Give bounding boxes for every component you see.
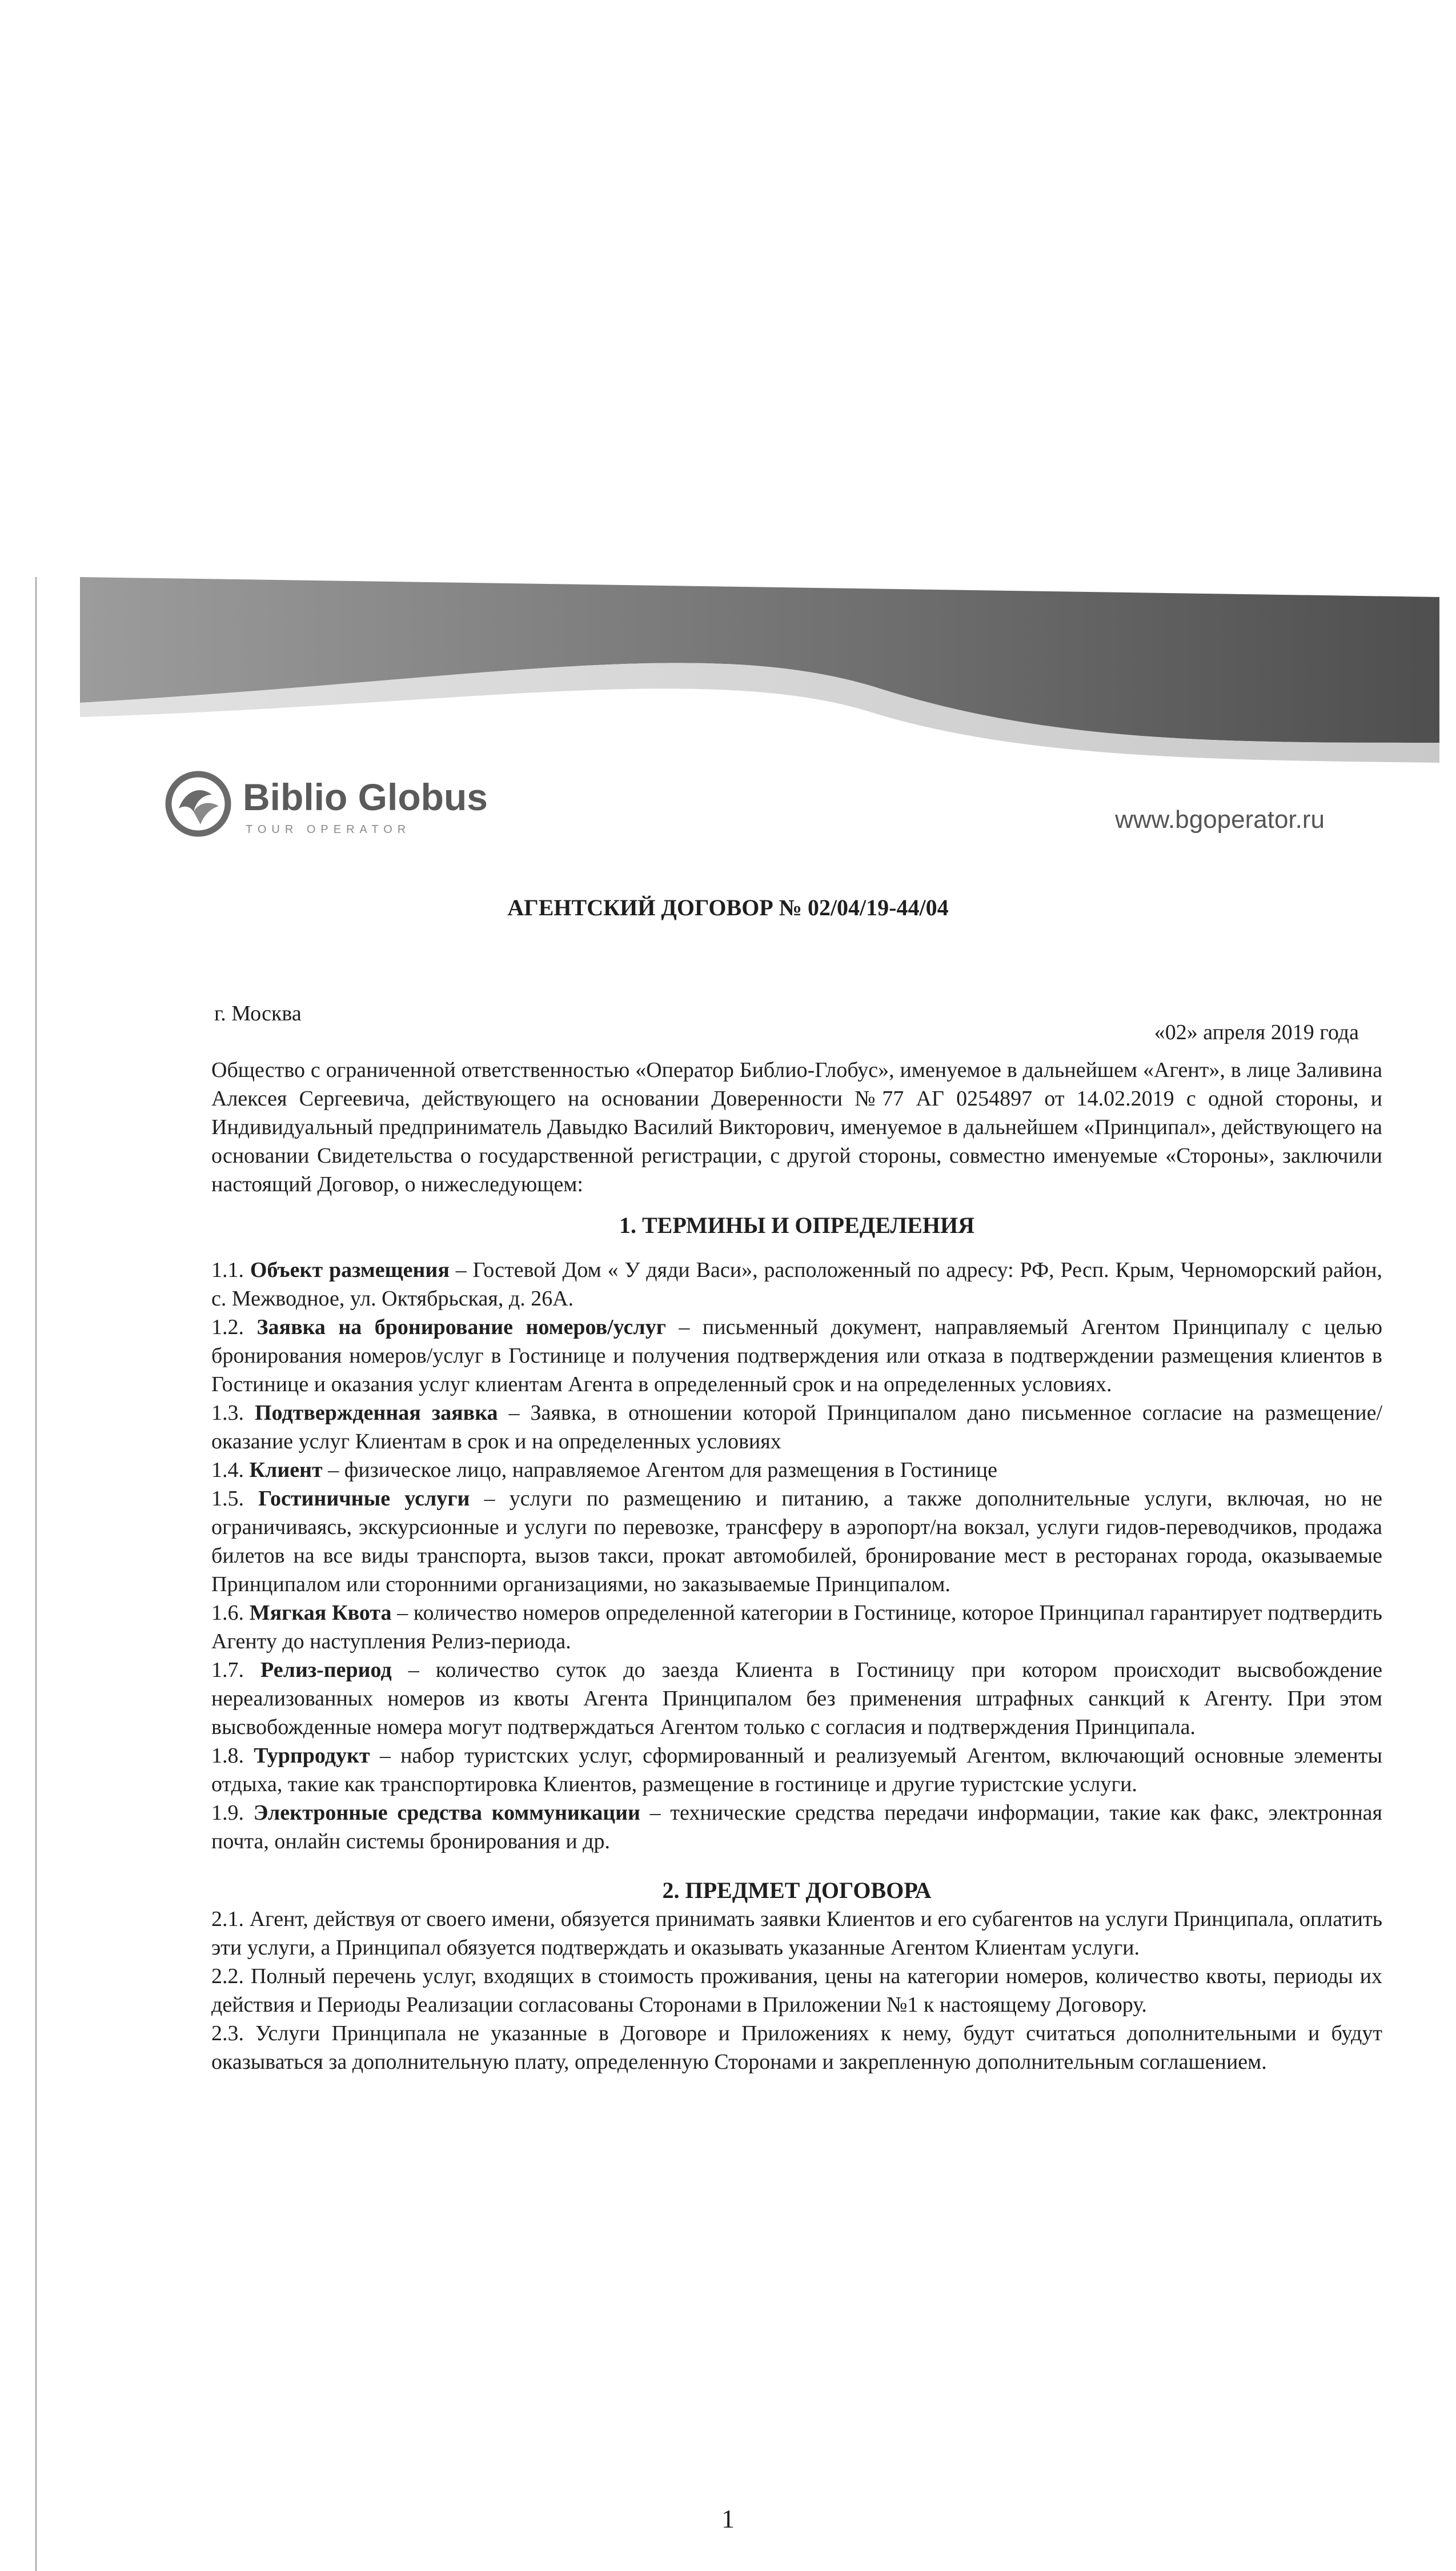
company-website: www.bgoperator.ru [1115, 806, 1325, 834]
clause-1-4: 1.4. Клиент – физическое лицо, направляемое Агентом для размещения в Гостинице [211, 1458, 997, 1482]
logo-name: Biblio Globus [243, 776, 488, 818]
logo-subtitle: TOUR OPERATOR [246, 823, 411, 836]
contract-date: «02» апреля 2019 года [1154, 1020, 1359, 1044]
clause-2-1: 2.1. Агент, действуя от своего имени, обязуется принимать заявки Клиентов и его субагентов на услуги Принципала, оплатить эти услуги, а Принципал обязуется подтверждать и оказывать указанные Агентом Клиентам услуги. [211, 1907, 1382, 1960]
clause-1-2: 1.2. Заявка на бронирование номеров/услуг – письменный документ, направляемый Агентом Принципалу с целью бронирования номеров/услуг в Гостинице и получения подтверждения или отказа в подтверждении размещения клиентов в Гостинице и оказания услуг клиентам Агента в определенный срок и на определенных условиях. [211, 1315, 1383, 1396]
document-title: АГЕНТСКИЙ ДОГОВОР № 02/04/19-44/04 [507, 895, 949, 920]
clause-2-3: 2.3. Услуги Принципала не указанные в Договоре и Приложениях к нему, будут считаться дополнительными и будут оказываться за дополнительную плату, определенную Сторонами и закрепленную дополнительным соглашением. [211, 2021, 1382, 2074]
scan-page-edge [35, 577, 37, 2571]
clause-1-8: 1.8. Турпродукт – набор туристских услуг, сформированный и реализуемый Агентом, включающий основные элементы отдыха, такие как транспортировка Клиентов, размещение в гостинице и другие туристские услуги. [211, 1744, 1383, 1796]
header-wave-banner [80, 571, 1439, 777]
globe-logo-icon [163, 768, 234, 840]
page-number: 1 [721, 2504, 735, 2533]
clause-1-1: 1.1. Объект размещения – Гостевой Дом « У дяди Васи», расположенный по адресу: РФ, Респ. Крым, Черноморский район, с. Межводное, ул. Октябрьская, д. 26А. [211, 1258, 1383, 1311]
clause-1-5: 1.5. Гостиничные услуги – услуги по размещению и питанию, а также дополнительные услуги, включая, но не ограничиваясь, экскурсионные и услуги по перевозке, трансферу в аэропорт/на вокзал, услуги гидов-переводчиков, продажа билетов на все виды транспорта, вызов такси, прокат автомобилей, бронирование мест в ресторанах города, оказываемые Принципалом или сторонними организациями, но заказываемые Принципалом. [211, 1487, 1383, 1596]
contract-city: г. Москва [214, 1002, 302, 1026]
clause-1-6: 1.6. Мягкая Квота – количество номеров определенной категории в Гостинице, которое Принципал гарантирует подтвердить Агенту до наступления Релиз-периода. [211, 1601, 1383, 1653]
clause-2-2: 2.2. Полный перечень услуг, входящих в стоимость проживания, цены на категории номеров, количество квоты, периоды их действия и Периоды Реализации согласованы Сторонами в Приложении №1 к настоящему Договору. [211, 1964, 1382, 2017]
clause-1-7: 1.7. Релиз-период – количество суток до заезда Клиента в Гостиницу при котором происходит высвобождение нереализованных номеров из квоты Агента Принципалом без применения штрафных санкций к Агенту. При этом высвобожденные номера могут подтверждаться Агентом только с согласия и подтверждения Принципала. [211, 1658, 1382, 1739]
document-body [211, 1056, 1382, 2076]
clause-1-3: 1.3. Подтвержденная заявка – Заявка, в отношении которой Принципалом дано письменное согласие на размещение/оказание услуг Клиентам в срок и на определенных условиях [211, 1401, 1383, 1453]
biblio-globus-logo [163, 768, 517, 843]
clause-1-9: 1.9. Электронные средства коммуникации – технические средства передачи информации, такие как факс, электронная почта, онлайн системы бронирования и др. [211, 1801, 1383, 1853]
intro-paragraph: Общество с ограниченной ответственностью «Оператор Библио-Глобус», именуемое в дальнейшем «Агент», в лице Заливина Алексея Сергеевича, действующего на основании Доверенности №77 АГ 0254897 от 14.02.2019 с одной стороны, и Индивидуальный предприниматель Давыдко Василий Викторович, именуемое в дальнейшем «Принципал», действующего на основании Свидетельства о государственной регистрации, с другой стороны, совместно именуемые «Стороны», заключили настоящий Договор, о нижеследующем: [211, 1058, 1382, 1196]
section-1-title: 1. ТЕРМИНЫ И ОПРЕДЕЛЕНИЯ [619, 1212, 974, 1238]
section-2-title: 2. ПРЕДМЕТ ДОГОВОРА [662, 1877, 932, 1903]
